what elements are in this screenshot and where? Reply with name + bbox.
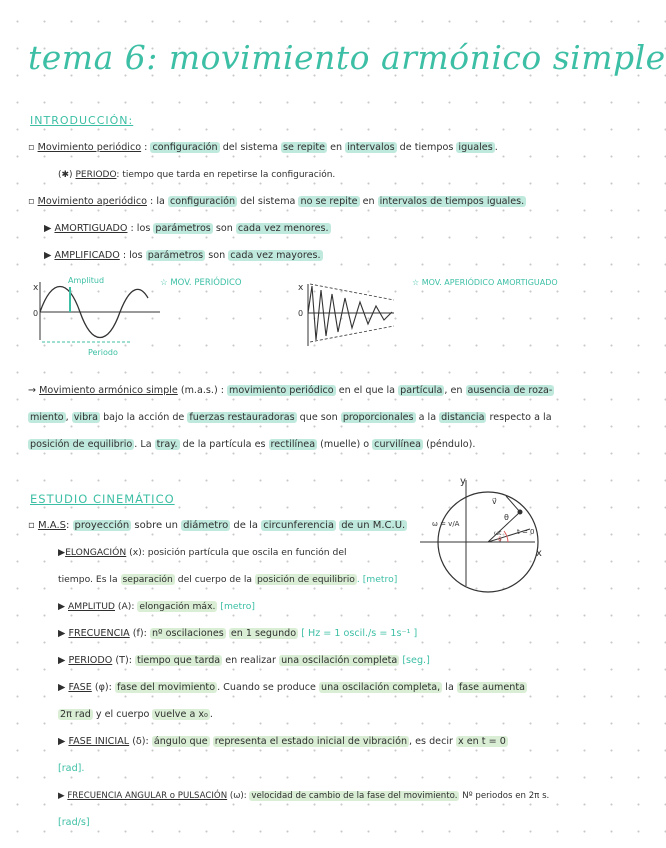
- section-heading-introduccion: INTRODUCCIÓN:: [30, 114, 134, 127]
- t0-label: t = 0: [517, 528, 535, 536]
- damped-graph: [296, 276, 406, 354]
- line-mas-1: → Movimiento armónico simple (m.a.s.) : movimiento periódico en el que la partícula , en ausencia de roza-: [28, 385, 553, 396]
- velocity-label: v⃗: [492, 497, 497, 506]
- line-frecuencia: ▶ FRECUENCIA (f): nº oscilaciones en 1 segundo [ Hz = 1 oscil./s = 1s⁻¹ ]: [58, 628, 418, 639]
- theta-label: θ: [504, 513, 509, 522]
- mcu-circle-diagram: [420, 474, 560, 590]
- line-elongacion: ▶ELONGACIÓN (x): posición partícula que oscila en función del: [58, 547, 347, 558]
- periodic-graph: [30, 270, 165, 365]
- line-amplitud: ▶ AMPLITUD (A): elongación máx. [metro]: [58, 601, 255, 612]
- graph1-amplitude-label: Amplitud: [68, 276, 105, 285]
- line-frecuencia-angular: ▶ FRECUENCIA ANGULAR o PULSACIÓN (ω): velocidad de cambio de la fase del movimiento. Nº periodos en 2π s.: [58, 791, 550, 801]
- line-mas-3: posición de equilibrio . La tray. de la partícula es rectilínea (muelle) o curvilínea (péndulo).: [30, 439, 476, 450]
- line-frecuencia-angular-unit: [rad/s]: [58, 817, 90, 828]
- line-mas-2: miento , vibra bajo la acción de fuerzas restauradoras que son proporcionales a la distancia respecto a la: [30, 412, 552, 423]
- graph1-axis-x-label: x: [33, 283, 39, 293]
- line-amplificado: ▶ AMPLIFICADO : los parámetros son cada vez mayores.: [44, 250, 321, 261]
- line-periodico: ▫ Movimiento periódico : configuración del sistema se repite en intervalos de tiempos iguales .: [28, 142, 498, 153]
- circle-x-label: x: [536, 548, 542, 559]
- line-fase-inicial-unit: [rad].: [58, 763, 85, 774]
- circle-y-label: y: [460, 476, 466, 487]
- line-amortiguado: ▶ AMORTIGUADO : los parámetros son cada vez menores.: [44, 223, 329, 234]
- line-fase-2: 2π rad y el cuerpo vuelve a x₀ .: [60, 709, 213, 720]
- graph1-title: ☆ MOV. PERIÓDICO: [160, 278, 242, 288]
- graph2-axis-x-label: x: [298, 283, 304, 293]
- line-aperiodico: ▫ Movimiento aperiódico : la configuración del sistema no se repite en intervalos de tiempos iguales.: [28, 196, 525, 207]
- graph1-period-label: Periodo: [88, 348, 118, 357]
- graph2-title: ☆ MOV. APERIÓDICO AMORTIGUADO: [412, 278, 558, 287]
- line-fase-inicial: ▶ FASE INICIAL (δ): ángulo que representa el estado inicial de vibración , es decir x en t = 0: [58, 736, 506, 747]
- graph2-zero-label: 0: [298, 309, 304, 318]
- line-elongacion-2: tiempo. Es la separación del cuerpo de la posición de equilibrio . [metro]: [58, 574, 398, 585]
- graph2-envelope-top: [310, 284, 394, 300]
- line-periodo: ▶ PERIODO (T): tiempo que tarda en realizar una oscilación completa [seg.]: [58, 655, 430, 666]
- section-heading-cinematico: ESTUDIO CINEMÁTICO: [30, 492, 175, 506]
- page-title: tema 6: movimiento armónico simple: [28, 38, 666, 77]
- delta-label: δ: [498, 536, 502, 543]
- omega-formula: ω = v/A: [432, 520, 460, 528]
- wt-label: ωt: [494, 530, 502, 537]
- line-fase: ▶ FASE (φ): fase del movimiento . Cuando se produce una oscilación completa, la fase aumenta: [58, 682, 526, 693]
- line-mas-proyeccion: ▫ M.A.S: proyección sobre un diámetro de la circunferencia de un M.C.U.: [28, 520, 406, 531]
- graph1-zero-label: 0: [33, 309, 39, 318]
- line-periodo-def: (✱) PERIODO: tiempo que tarda en repetirse la configuración.: [58, 170, 336, 180]
